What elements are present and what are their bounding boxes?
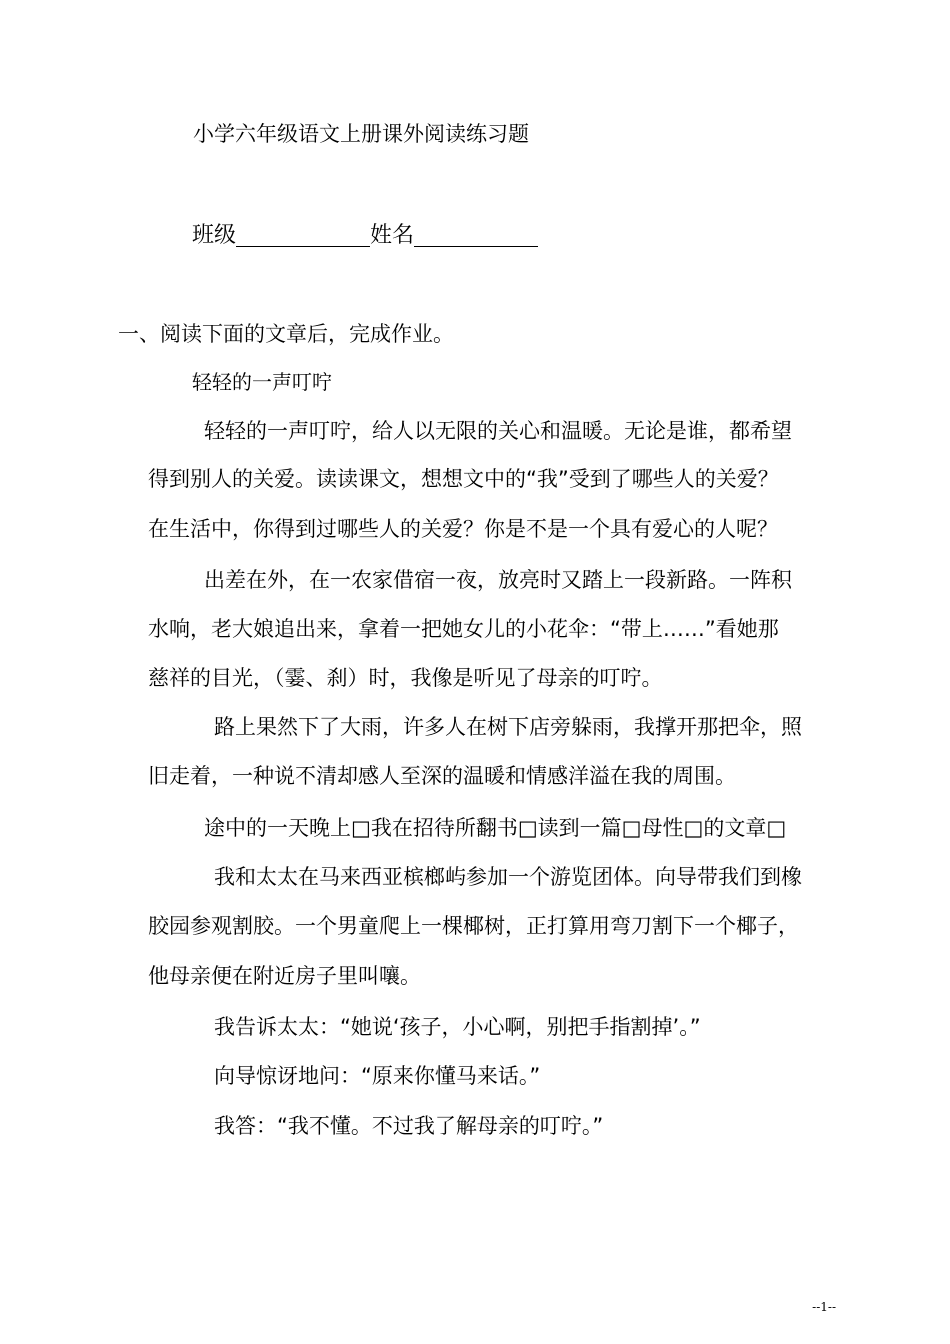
student-info-fields: [192, 224, 538, 247]
class-label: 班级: [192, 223, 237, 248]
document-title: 小学六年级语文上册课外阅读练习题: [193, 122, 529, 146]
passage-title: 轻轻的一声叮咛: [192, 370, 332, 394]
passage-line: 出差在外，在一农家借宿一夜，放亮时又踏上一段新路。一阵积: [204, 568, 792, 592]
passage-line: 途中的一天晚上□我在招待所翻书□读到一篇□母性□的文章□: [204, 816, 787, 840]
section-heading: 一、阅读下面的文章后，完成作业。: [118, 322, 454, 346]
passage-line: 水响，老大娘追出来，拿着一把她女儿的小花伞：“带上……”看她那: [148, 617, 779, 641]
class-blank-line: [236, 224, 370, 247]
passage-line: 旧走着，一种说不清却感人至深的温暖和情感洋溢在我的周围。: [148, 764, 736, 788]
name-label: 姓名: [370, 223, 415, 248]
passage-line: 在生活中，你得到过哪些人的关爱？你是不是一个具有爱心的人呢？: [148, 517, 778, 541]
passage-line: 我和太太在马来西亚槟榔屿参加一个游览团体。向导带我们到橡: [214, 865, 802, 889]
passage-line: 慈祥的目光，（霎、刹）时，我像是听见了母亲的叮咛。: [148, 666, 663, 690]
passage-line: 我告诉太太：“她说‘孩子，小心啊，别把手指割掉’。”: [214, 1015, 701, 1039]
page-number: --1--: [812, 1300, 836, 1314]
name-blank-line: [414, 224, 538, 247]
passage-line: 轻轻的一声叮咛，给人以无限的关心和温暖。无论是谁，都希望: [204, 419, 792, 443]
passage-line: 向导惊讶地问：“原来你懂马来话。”: [214, 1064, 541, 1088]
passage-line: 路上果然下了大雨，许多人在树下店旁躲雨，我撑开那把伞，照: [214, 715, 802, 739]
passage-line: 他母亲便在附近房子里叫嚷。: [148, 964, 421, 988]
passage-line: 我答：“我不懂。不过我了解母亲的叮咛。”: [214, 1114, 604, 1138]
passage-line: 胶园参观割胶。一个男童爬上一棵椰树，正打算用弯刀割下一个椰子，: [148, 914, 799, 938]
passage-line: 得到别人的关爱。读读课文，想想文中的“我”受到了哪些人的关爱？: [148, 467, 779, 491]
